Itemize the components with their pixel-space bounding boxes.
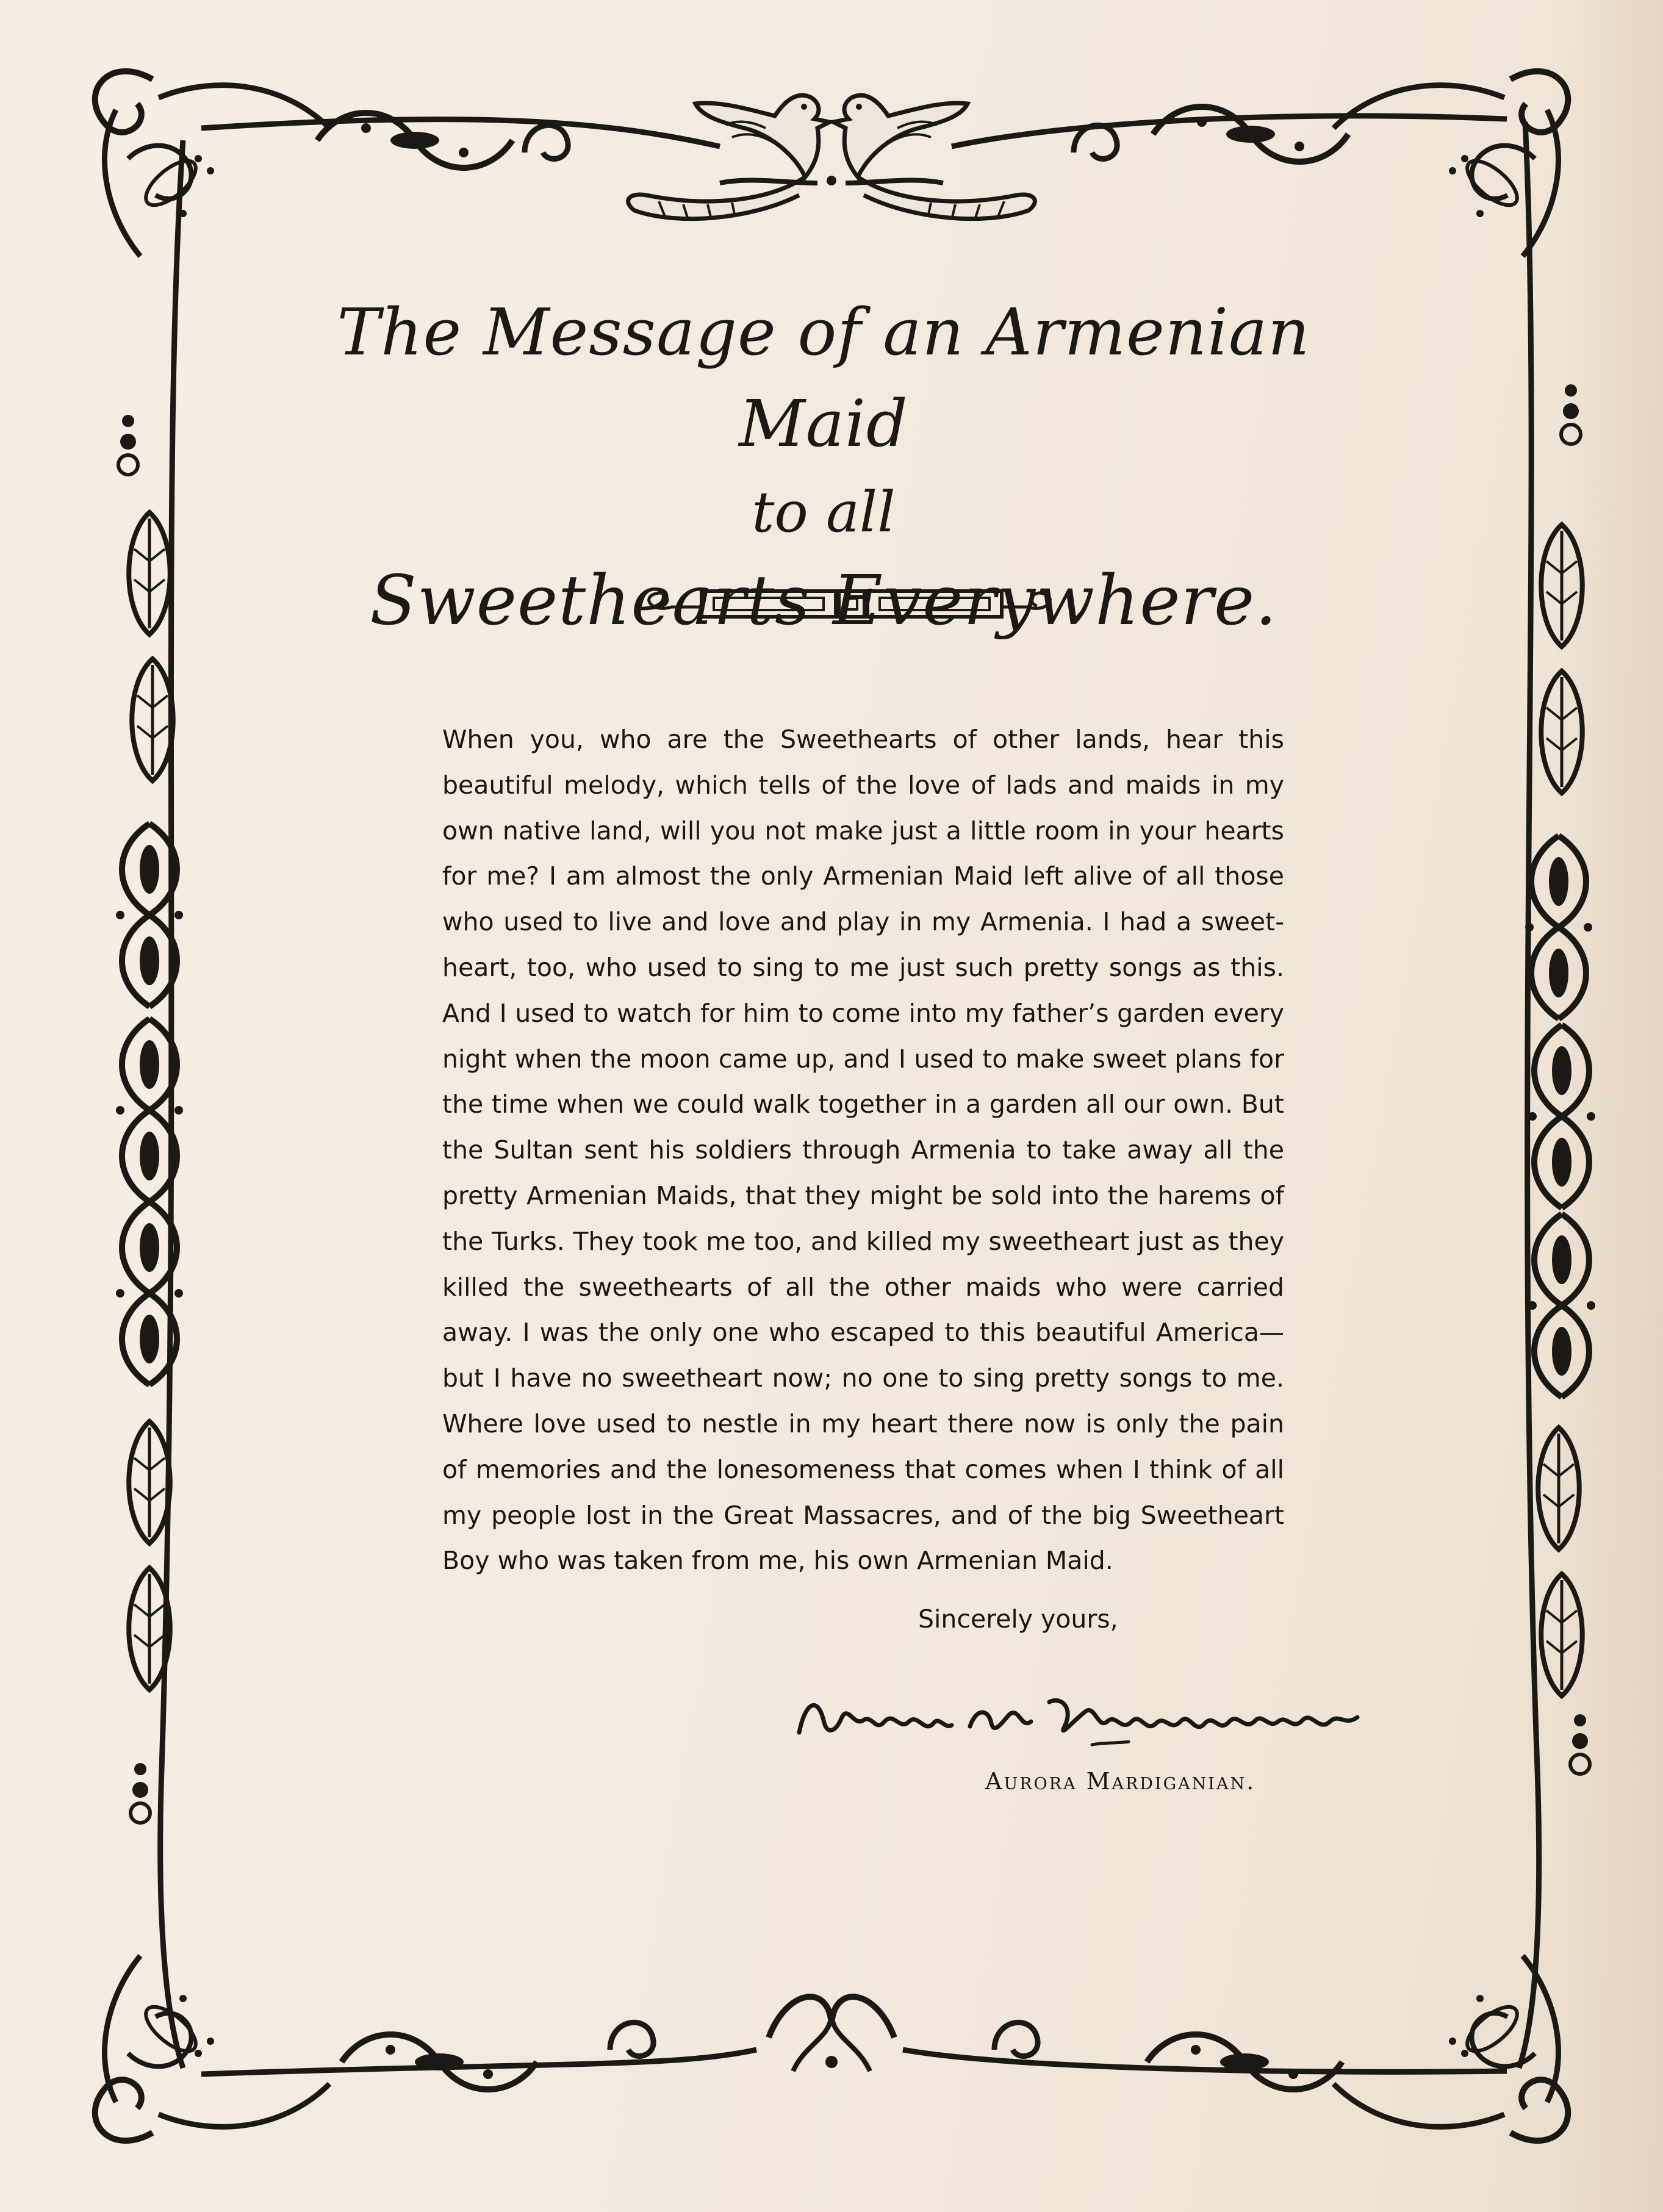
title-line-1: The Message of an Armenian Maid [337,295,1310,461]
ornamental-divider [634,583,1061,625]
bottom-center-ornament [769,1997,894,2071]
closing-line: Sincerely yours, [918,1604,1118,1634]
title-line-3: Sweethearts Everywhere. [370,561,1277,641]
title-line-2: to all [752,479,896,545]
doves-ornament [628,95,1035,220]
handwritten-signature [787,1684,1373,1757]
printed-name: Aurora Mardiganian. [985,1768,1256,1795]
message-body: When you, who are the Sweethearts of other lands, hear this beautiful melody, which tells of the love of lads and maids in my own native land, will you not make just a little room in your hearts for me? I am almost the only Armenian Maid left alive of all those who used to live and love and play in my Armenia. I had a sweet-heart, too, who used to sing to me just such pretty songs as this. And I used to watch for him to come into my father’s garden every night when the moon came up, and I used to make sweet plans for the time when we could walk together in a garden all our own. But the Sultan sent his soldiers through Armenia to take away all the pretty Armenian Maids, that they might be sold into the harems of the Turks. They took me too, and killed my sweetheart just as they killed the sweethearts of all the other maids who were carried away. I was the only one who escaped to this beautiful America— but I have no sweetheart now; no one to sing pretty songs to me. Where love used to nestle in my heart there now is only the pain of memories and the lonesomeness that comes when I think of all my people lost in the Great Massacres, and of the big Sweetheart Boy who was taken from me, his own Armenian Maid. [442,725,1284,1576]
